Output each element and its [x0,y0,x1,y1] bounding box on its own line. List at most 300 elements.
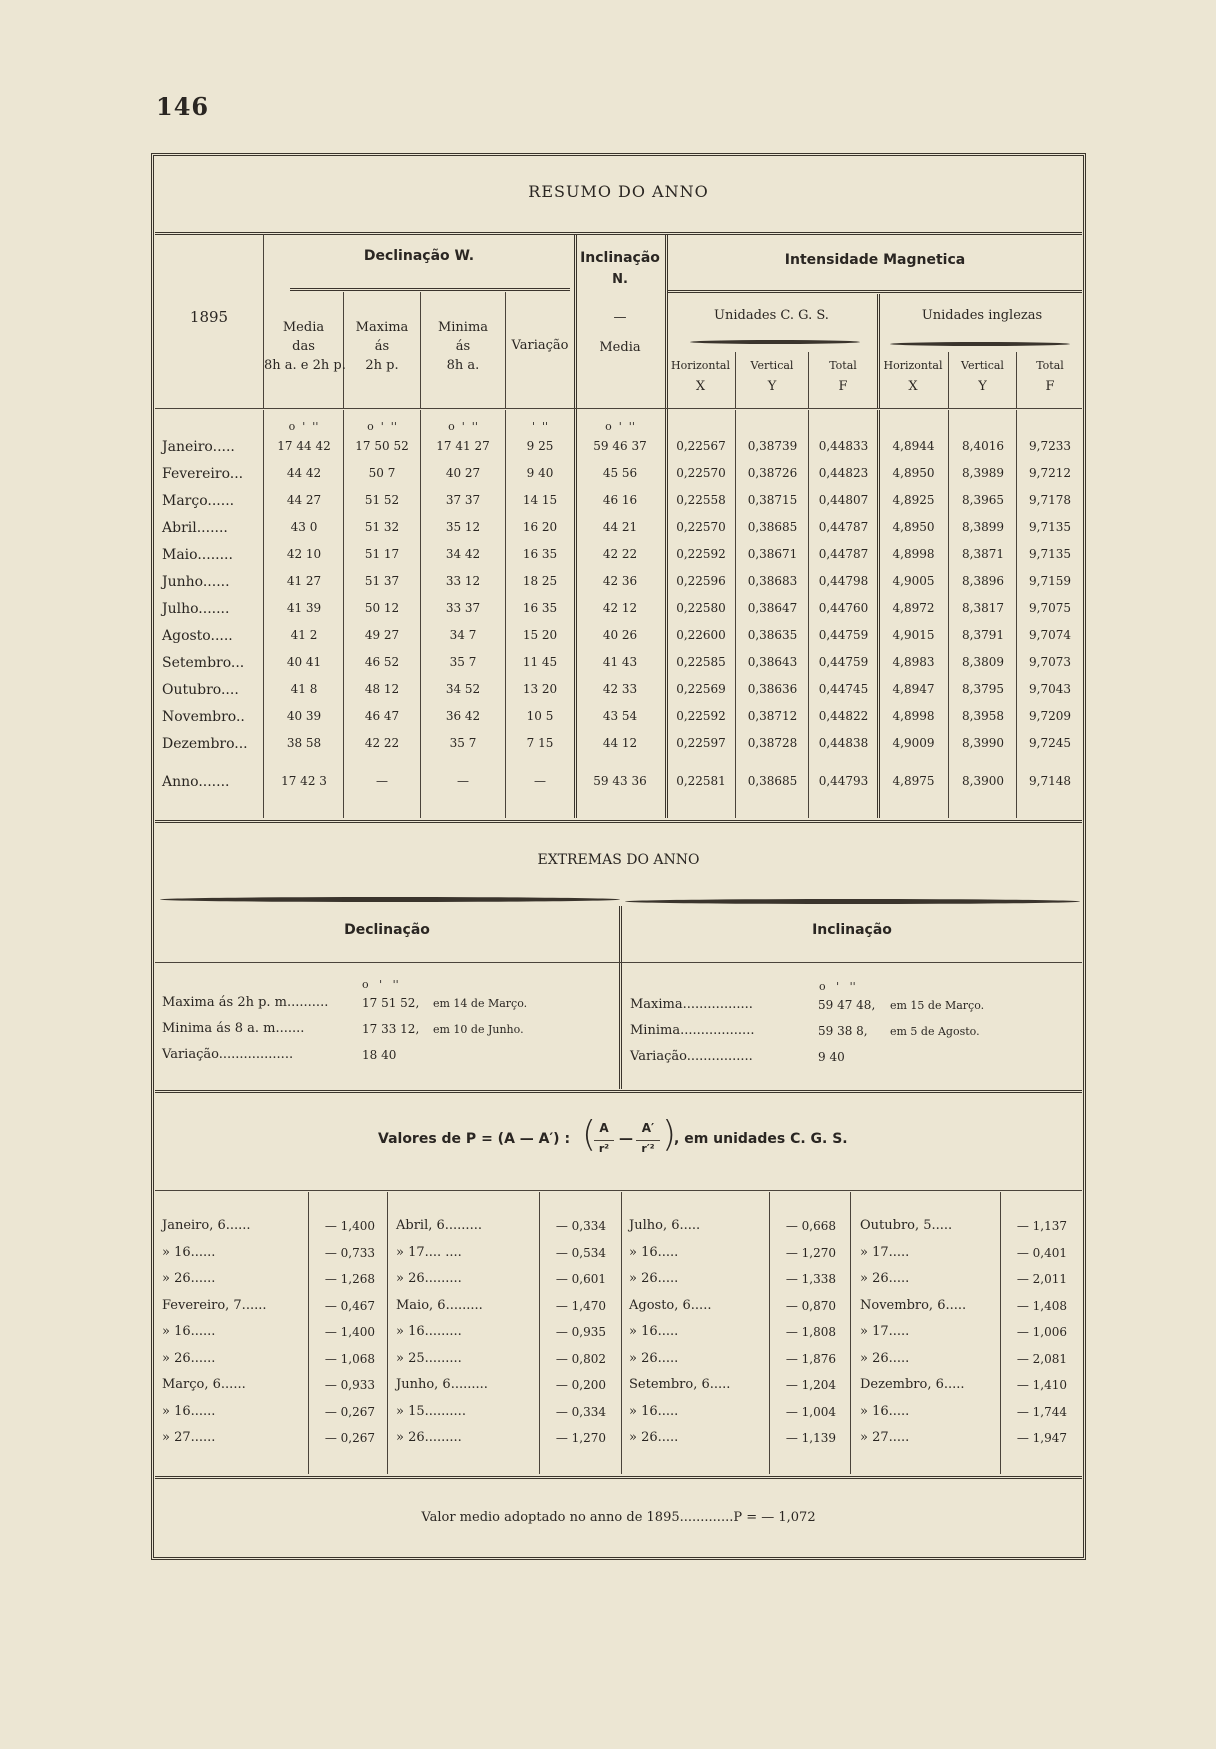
valores-p-value: — 1,268 [324,1272,375,1286]
cell-minima: 37 37 [445,493,481,507]
extremas-incl-value: 9 40 [818,1050,845,1064]
cell-variacao: 16 20 [522,520,558,534]
comp-header-4: Vertical [961,359,1004,372]
cell-if: 9,7245 [1029,736,1071,750]
cell-minima: — [457,774,469,788]
frac2-num: A′ [641,1121,655,1135]
unit-marks: o ' '' [448,420,478,433]
comp-axis-5: F [1045,379,1055,394]
rule [1000,1192,1001,1474]
valores-p-value: — 1,270 [785,1245,836,1260]
cell-variacao: — [534,774,546,788]
extremas-decl-value: 17 33 12, [362,1022,420,1036]
valores-date-label: » 16...... [162,1244,216,1260]
cell-media: 41 2 [290,628,318,642]
cell-maxima: 51 17 [364,547,400,561]
cell-incl: 59 43 36 [593,774,647,788]
cell-cx: 0,22581 [676,774,726,788]
cell-maxima: 42 22 [364,736,400,750]
inclinacao-dash: — [613,310,627,325]
cell-cy: 0,38715 [747,493,798,507]
valores-date-label: Maio, 6......... [396,1297,483,1313]
cell-variacao: 7 15 [526,736,554,750]
valores-p-value: — 0,933 [324,1378,375,1392]
unit-marks: o ' '' [605,420,635,433]
valores-date-label: » 17..... [860,1244,910,1260]
rule [850,1192,851,1474]
cell-cy: 0,38726 [747,466,798,480]
cell-cx: 0,22570 [676,466,726,480]
decl-unit-marks: o ' '' [362,978,399,991]
year: 1895 [189,308,229,326]
cell-if: 9,7148 [1029,774,1071,788]
cell-minima: 34 42 [445,547,481,561]
cell-iy: 8,3871 [962,547,1004,561]
cell-incl: 42 33 [602,682,638,696]
cell-media: 41 8 [290,682,318,696]
extremas-incl-note: em 5 de Agosto. [890,1025,980,1038]
cell-incl: 46 16 [602,493,638,507]
cell-iy: 8,4016 [962,439,1004,453]
cell-cy: 0,38685 [747,520,798,534]
valores-p-value: — 1,876 [785,1351,836,1366]
valores-date-label: Julho, 6..... [629,1218,701,1233]
valores-date-label: Novembro, 6..... [860,1297,967,1313]
extremas-incl-value: 59 47 48, [818,998,876,1012]
cell-cy: 0,38728 [747,736,798,750]
rule-under-header [155,408,1082,409]
extremas-incl-note: em 15 de Março. [890,999,985,1012]
valores-date-label: » 26..... [629,1350,679,1366]
cell-if: 9,7178 [1029,493,1071,507]
month-label: Novembro.. [162,709,245,725]
cell-if: 9,7135 [1029,547,1071,561]
cell-cf: 0,44798 [818,574,869,588]
cell-if: 9,7159 [1029,574,1071,588]
cell-incl: 42 36 [602,574,638,588]
month-label: Dezembro... [162,736,248,752]
valores-date-label: » 17.... .... [396,1244,462,1260]
formula-paren-open: ( [582,1114,597,1155]
valores-p-value: — 0,401 [1016,1245,1067,1260]
cell-cy: 0,38636 [747,682,798,696]
cell-cy: 0,38635 [747,628,798,642]
cell-maxima: 46 47 [364,709,400,723]
valores-date-label: » 26..... [629,1271,679,1286]
cell-minima: 33 37 [445,601,481,615]
cell-cf: 0,44822 [818,709,869,723]
unit-marks: o ' '' [367,420,397,433]
valores-formula-post: , em unidades C. G. S. [674,1131,848,1147]
valores-date-label: » 27...... [162,1430,216,1445]
comp-header-5: Total [1036,359,1064,372]
cell-variacao: 16 35 [522,547,558,561]
rule [877,410,880,818]
cell-cf: 0,44760 [818,601,869,615]
page-number: 146 [156,92,210,121]
cell-variacao: 9 25 [526,439,554,453]
cell-maxima: 17 50 52 [355,439,409,453]
cell-iy: 8,3817 [962,601,1004,615]
cell-media: 40 39 [286,709,322,723]
valores-p-value: — 2,011 [1016,1272,1067,1286]
extremas-decl-label: Minima ás 8 a. m....... [162,1021,305,1036]
cell-maxima: 51 52 [364,493,400,507]
cell-variacao: 14 15 [522,493,558,507]
cell-if: 9,7073 [1029,655,1071,669]
inclinacao-header: Inclinação [580,250,660,266]
valores-date-label: » 16..... [629,1244,679,1260]
valores-p-value: — 0,267 [324,1431,375,1445]
extremas-incl-title: Inclinação [812,922,892,938]
valores-p-value: — 1,400 [324,1325,375,1339]
extremas-decl-label: Maxima ás 2h p. m.......... [162,995,329,1010]
valores-date-label: Fevereiro, 7...... [162,1297,267,1313]
rule [574,410,577,818]
valores-p-value: — 1,068 [324,1351,375,1366]
cell-ix: 4,8983 [892,655,935,669]
month-label: Abril....... [162,520,228,536]
cell-media: 41 27 [286,574,322,588]
month-label: Março...... [162,493,235,509]
cell-cf: 0,44759 [818,628,869,642]
valores-p-value: — 0,601 [555,1272,606,1286]
rule-under-title [155,232,1082,235]
rule [420,410,421,818]
cell-cx: 0,22570 [676,520,726,534]
comp-axis-3: X [908,379,918,394]
intensidade-header: Intensidade Magnetica [784,252,966,268]
cell-cx: 0,22597 [676,736,726,750]
cell-minima: 33 12 [445,574,481,588]
cell-cy: 0,38712 [747,709,798,723]
valores-date-label: » 16......... [396,1324,462,1339]
inclinacao-media: Media [599,340,641,355]
cell-incl: 43 54 [602,709,638,723]
cell-variacao: 18 25 [522,574,558,588]
rule [263,410,264,818]
cell-media: 43 0 [290,520,318,534]
cell-iy: 8,3989 [962,466,1004,480]
swash [690,340,860,344]
valores-date-label: » 26...... [162,1350,216,1366]
valores-p-value: — 1,139 [785,1431,836,1445]
frac1-num: A [599,1121,609,1135]
cell-iy: 8,3965 [962,493,1004,507]
cell-maxima: 50 12 [364,601,400,615]
cell-if: 9,7135 [1029,520,1071,534]
comp-axis-1: Y [767,379,777,394]
valores-formula-pre: Valores de P = (A — A′) : [378,1131,571,1147]
valores-p-value: — 0,267 [324,1404,375,1419]
unit-marks: o ' '' [288,420,319,433]
incl-unit-marks: o ' '' [819,980,856,993]
frac2-bar [636,1140,660,1141]
valor-medio-footer: Valor medio adoptado no anno de 1895.............P = — 1,072 [421,1510,816,1525]
month-label: Maio........ [162,547,233,563]
valores-p-value: — 0,733 [324,1245,375,1260]
valores-date-label: » 26...... [162,1271,216,1286]
valores-p-value: — 0,935 [555,1325,606,1339]
rule [343,410,344,818]
cell-cy: 0,38647 [747,601,798,615]
rule [665,410,668,818]
valores-date-label: » 15.......... [396,1403,466,1419]
cell-variacao: 11 45 [522,655,558,669]
cell-iy: 8,3900 [962,774,1004,788]
extremas-decl-note: em 14 de Março. [433,997,528,1010]
valores-p-value: — 1,744 [1016,1404,1067,1419]
extremas-decl-value: 17 51 52, [362,996,420,1010]
rule [308,1192,309,1474]
valores-p-value: — 0,802 [555,1351,606,1366]
cell-cx: 0,22592 [676,709,726,723]
valores-date-label: Junho, 6......... [396,1377,488,1392]
cell-cf: 0,44759 [818,655,869,669]
comp-header-3: Horizontal [883,359,943,372]
valores-p-value: — 1,004 [785,1404,836,1419]
comp-header-2: Total [829,359,857,372]
col-maxima: Maxima ás 2h p. [355,320,409,373]
cell-minima: 17 41 27 [436,439,490,453]
valores-p-value: — 0,200 [555,1378,606,1392]
swash [160,897,620,902]
cell-media: 17 44 42 [277,439,331,453]
cell-cx: 0,22592 [676,547,726,561]
cell-if: 9,7233 [1029,439,1071,453]
valores-date-label: » 16...... [162,1324,216,1339]
cell-cx: 0,22558 [676,493,726,507]
valores-p-value: — 1,338 [785,1272,836,1286]
cell-cf: 0,44838 [818,736,869,750]
valores-p-value: — 1,400 [324,1219,375,1233]
cell-if: 9,7209 [1029,709,1071,723]
cell-minima: 36 42 [445,709,481,723]
cell-iy: 8,3809 [962,655,1004,669]
rule [621,1192,622,1474]
cell-cf: 0,44787 [818,547,869,561]
cell-incl: 45 56 [602,466,638,480]
extremas-title: EXTREMAS DO ANNO [537,852,700,868]
rule [769,1192,770,1474]
cell-ix: 4,8944 [892,439,935,453]
valores-date-label: » 26......... [396,1271,462,1286]
cell-cf: 0,44745 [818,682,869,696]
cell-maxima: 50 7 [368,466,396,480]
cell-incl: 41 43 [602,655,638,669]
valores-date-label: » 26..... [860,1350,910,1366]
cell-maxima: 51 37 [364,574,400,588]
valores-date-label: » 16..... [629,1324,679,1339]
cell-minima: 35 7 [449,736,477,750]
cell-iy: 8,3795 [962,682,1004,696]
valores-p-value: — 0,534 [555,1245,606,1260]
cell-maxima: 46 52 [364,655,400,669]
rule [387,1192,388,1474]
valores-p-value: — 0,668 [785,1219,836,1233]
comp-axis-2: F [838,379,848,394]
cell-ix: 4,8950 [892,520,935,534]
valores-date-label: » 16..... [860,1403,910,1419]
cell-cx: 0,22569 [676,682,726,696]
formula-paren-close: ) [662,1114,677,1155]
cell-media: 41 39 [286,601,322,615]
valores-date-label: Outubro, 5..... [860,1218,953,1233]
cell-media: 40 41 [286,655,322,669]
swash [890,342,1070,346]
rule [948,410,949,818]
cell-cf: 0,44833 [818,439,869,453]
rule [539,1192,540,1474]
valores-p-value: — 1,137 [1016,1219,1067,1233]
cell-ix: 4,8950 [892,466,935,480]
month-label: Junho...... [162,574,230,590]
cell-maxima: 48 12 [364,682,400,696]
frac-minus: — [619,1131,633,1147]
cell-cx: 0,22580 [676,601,726,615]
cell-cy: 0,38739 [747,439,798,453]
col-minima: Minima ás 8h a. [437,320,489,373]
valores-p-value: — 1,410 [1016,1378,1067,1392]
cell-variacao: 16 35 [522,601,558,615]
cell-media: 44 42 [286,466,322,480]
cell-cf: 0,44787 [818,520,869,534]
cell-cy: 0,38671 [747,547,798,561]
declinacao-header: Declinação W. [363,248,475,264]
cell-variacao: 9 40 [526,466,554,480]
cell-cf: 0,44823 [818,466,869,480]
cell-cx: 0,22585 [676,655,726,669]
extremas-decl-title: Declinação [344,922,430,938]
rule-end-resumo [155,820,1082,823]
ingl-header: Unidades inglezas [921,308,1043,323]
cell-iy: 8,3990 [962,736,1004,750]
cell-if: 9,7074 [1029,628,1071,642]
cell-minima: 35 7 [449,655,477,669]
cell-cx: 0,22596 [676,574,726,588]
valores-p-value: — 0,467 [324,1298,375,1313]
valores-date-label: » 26......... [396,1430,462,1445]
extremas-decl-note: em 10 de Junho. [433,1023,524,1036]
valores-p-value: — 1,470 [555,1298,606,1313]
cell-media: 44 27 [286,493,322,507]
frac1-bar [594,1140,614,1141]
valores-date-label: Janeiro, 6...... [162,1218,251,1233]
cell-cy: 0,38685 [747,774,798,788]
cell-minima: 40 27 [445,466,481,480]
cell-incl: 40 26 [602,628,638,642]
cell-media: 17 42 3 [281,774,327,788]
valores-date-label: » 26..... [860,1271,910,1286]
cell-minima: 34 52 [445,682,481,696]
month-label: Setembro... [162,655,245,671]
inclinacao-n: N. [612,272,628,287]
valores-p-value: — 0,870 [785,1298,836,1313]
comp-header-0: Horizontal [671,359,730,372]
valores-p-value: — 0,334 [555,1404,606,1419]
cell-ix: 4,9015 [892,628,935,642]
rule [735,410,736,818]
valores-date-label: Dezembro, 6..... [860,1377,965,1392]
valores-date-label: » 16...... [162,1403,216,1419]
valores-date-label: Setembro, 6..... [629,1377,731,1392]
extremas-decl-value: 18 40 [362,1048,397,1062]
col-media: Media das 8h a. e 2h p. [264,320,346,373]
cell-if: 9,7075 [1029,601,1071,615]
extremas-incl-label: Maxima................. [630,997,753,1012]
cell-variacao: 13 20 [522,682,558,696]
cgs-header: Unidades C. G. S. [714,308,829,323]
cell-cx: 0,22600 [676,628,726,642]
rule [155,1476,1082,1479]
valores-date-label: » 17..... [860,1324,910,1339]
rule [668,290,1082,293]
valores-p-value: — 0,334 [555,1219,606,1233]
cell-incl: 59 46 37 [593,439,647,453]
valores-p-value: — 2,081 [1016,1351,1067,1366]
cell-ix: 4,8972 [892,601,935,615]
extremas-incl-label: Variação................ [630,1049,753,1064]
month-label: Fevereiro... [162,466,244,482]
cell-iy: 8,3899 [962,520,1004,534]
cell-media: 38 58 [286,736,322,750]
cell-ix: 4,8947 [892,682,935,696]
valores-date-label: Agosto, 6..... [629,1297,712,1313]
cell-incl: 42 12 [602,601,638,615]
valores-p-value: — 1,006 [1016,1325,1067,1339]
extremas-incl-value: 59 38 8, [818,1024,868,1038]
cell-cy: 0,38643 [747,655,798,669]
cell-minima: 35 12 [445,520,481,534]
valores-p-value: — 1,408 [1016,1298,1067,1313]
valores-date-label: Abril, 6......... [396,1218,482,1233]
cell-ix: 4,8998 [892,709,935,723]
cell-incl: 42 22 [602,547,638,561]
cell-incl: 44 21 [602,520,638,534]
valores-p-value: — 1,204 [785,1378,836,1392]
rule [1016,410,1017,818]
cell-cf: 0,44793 [818,774,869,788]
cell-ix: 4,9005 [892,574,935,588]
cell-ix: 4,9009 [892,736,935,750]
unit-marks: ' '' [531,420,549,433]
comp-axis-4: Y [978,379,987,394]
extremas-incl-label: Minima.................. [630,1023,755,1038]
valores-date-label: » 25......... [396,1350,462,1366]
cell-iy: 8,3791 [962,628,1004,642]
cell-if: 9,7212 [1029,466,1071,480]
valores-p-value: — 1,270 [555,1431,606,1445]
frac2-den: r′² [641,1142,655,1155]
cell-iy: 8,3896 [962,574,1004,588]
cell-ix: 4,8975 [892,774,935,788]
cell-cy: 0,38683 [747,574,798,588]
cell-media: 42 10 [286,547,322,561]
rule [808,410,809,818]
month-label: Julho....... [162,601,230,617]
rule [290,288,570,291]
comp-axis-0: X [695,379,706,394]
comp-header-1: Vertical [750,359,794,372]
month-label: Janeiro..... [162,439,235,455]
swash [625,899,1080,904]
month-label: Outubro.... [162,682,239,698]
extremas-decl-label: Variação.................. [162,1047,294,1062]
month-label: Agosto..... [162,628,233,644]
cell-maxima: — [376,774,388,788]
cell-incl: 44 12 [602,736,638,750]
cell-variacao: 10 5 [526,709,554,723]
